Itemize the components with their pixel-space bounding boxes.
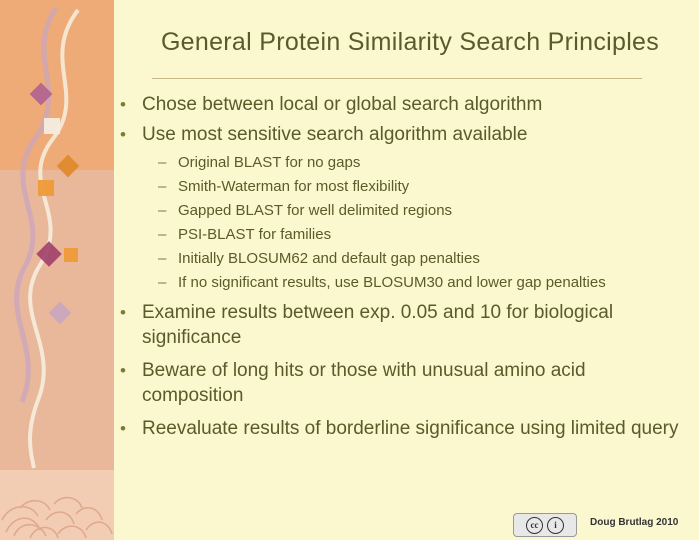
sub-bullet-marker: – (158, 274, 167, 291)
sub-bullet-item (118, 200, 690, 221)
bullet-text: Beware of long hits or those with unusual amino acid composition (142, 360, 586, 406)
sub-bullet-marker: – (158, 202, 167, 219)
bullet-marker: • (120, 125, 126, 144)
sub-bullet-text: If no significant results, use BLOSUM30 and lower gap penalties (178, 274, 606, 291)
sub-bullet-text: Gapped BLAST for well delimited regions (178, 202, 453, 219)
bullet-item (118, 92, 690, 117)
sub-bullet-marker: – (158, 226, 167, 243)
creative-commons-badge[interactable] (513, 513, 577, 537)
decorative-sidebar (0, 0, 114, 540)
brain-texture-graphic (0, 470, 114, 540)
author-credit: Doug Brutlag 2010 (590, 517, 679, 528)
bullet-item (118, 358, 690, 408)
bullet-marker: • (120, 303, 126, 322)
bullet-text: Reevaluate results of borderline significance using limited query (142, 418, 679, 439)
sub-bullet-text: Original BLAST for no gaps (178, 154, 361, 171)
bullet-item (118, 300, 690, 350)
cc-icon: cc (526, 517, 543, 534)
bullet-marker: • (120, 361, 126, 380)
slide-title: General Protein Similarity Search Principles (160, 28, 660, 56)
sub-bullet-text: PSI-BLAST for families (178, 226, 332, 243)
bullet-marker: • (120, 95, 126, 114)
title-divider (152, 78, 642, 79)
bullet-text: Examine results between exp. 0.05 and 10 for biological significance (142, 302, 614, 348)
sub-bullet-item (118, 272, 690, 293)
sub-bullet-item (118, 248, 690, 269)
sub-bullet-marker: – (158, 250, 167, 267)
sub-bullet-marker: – (158, 154, 167, 171)
sub-bullet-item (118, 224, 690, 245)
sub-bullet-item (118, 176, 690, 197)
cc-by-icon: i (547, 517, 564, 534)
bullet-marker: • (120, 419, 126, 438)
sub-bullet-text: Initially BLOSUM62 and default gap penalties (178, 250, 480, 267)
sub-bullet-item (118, 152, 690, 173)
bullet-text: Chose between local or global search algorithm (142, 94, 543, 115)
bullet-item (118, 122, 690, 147)
bullet-item (118, 416, 690, 441)
bullet-text: Use most sensitive search algorithm available (142, 124, 528, 145)
sub-bullet-group (118, 152, 690, 293)
sub-bullet-text: Smith-Waterman for most flexibility (178, 178, 410, 195)
dna-helix-graphic (0, 0, 114, 470)
sub-bullet-marker: – (158, 178, 167, 195)
slide-body (118, 92, 690, 446)
